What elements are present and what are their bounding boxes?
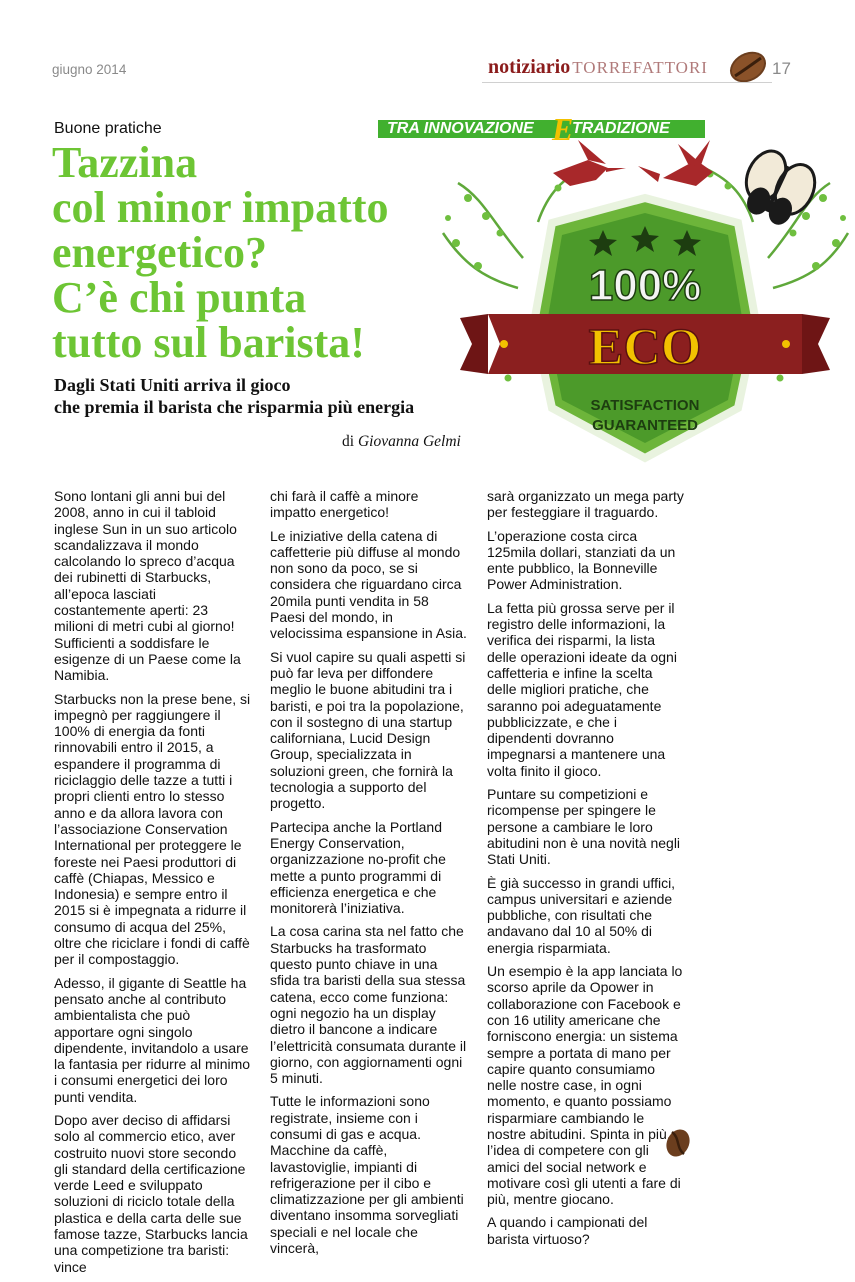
section-kicker: Buone pratiche	[54, 120, 162, 137]
badge-line2: GUARANTEED	[592, 417, 698, 434]
article-subtitle: Dagli Stati Uniti arriva il gioco che premia il barista che risparmia più energia	[54, 375, 415, 417]
paragraph: A quando i campionati del barista virtuoso?	[487, 1214, 648, 1247]
article-column-1	[54, 488, 251, 1282]
eco-badge-illustration	[438, 138, 853, 490]
ribbon-left: TRA INNOVAZIONE	[387, 120, 534, 137]
page-number: 17	[772, 59, 791, 78]
hummingbird-icon	[553, 140, 626, 186]
paragraph: sarà organizzato un mega party per festeggiare il traguardo.	[487, 488, 684, 521]
byline-prefix: di	[342, 433, 355, 450]
butterfly-icon	[733, 145, 823, 234]
byline-author: Giovanna Gelmi	[357, 433, 461, 450]
article-column-3	[487, 488, 684, 1254]
paragraph: Sono lontani gli anni bui del 2008, anno in cui il tabloid inglese Sun in un suo articolo scandalizzava il mondo calcolando lo spreco d’acqua dei rubinetti di Starbucks, all’epoca lasciati costantemente aperti: 23 milioni di metri cubi al giorno! Sufficienti a soddisfare le esigenze di un Paese come la Namibia.	[54, 488, 241, 684]
ribbon-e: E	[552, 111, 574, 147]
badge-percent: 100%	[588, 261, 702, 310]
paragraph: Dopo aver deciso di affidarsi solo al commercio etico, aver costruito nuovi store secondo gli standard della certificazione verde Leed e sviluppato soluzioni di riciclo totale della plastica e della carta delle sue famose tazze, Starbucks lancia una competizione tra baristi: vince	[54, 1111, 248, 1275]
header-rule	[482, 82, 772, 83]
paragraph: Un esempio è la app lanciata lo scorso aprile da Opower in collaborazione con Facebook e con 16 utility americane che forniscono energia: un sistema sempre a portata di mano per capire quanto consumiamo nelle nostre case, in ogni momento, e quanto possiamo risparmiare cambiando le nostre abitudini. Spinta in più, l’idea di competere con gli amici del social network e motivare così gli utenti a fare di più, mentre giocano.	[487, 963, 683, 1208]
brand-sub: TORREFATTORI	[572, 58, 708, 77]
magazine-brand	[488, 56, 708, 79]
paragraph: Le iniziative della catena di caffetterie più diffuse al mondo non sono da poco, se si considera che riguardano circa 20mila punti vendita in 58 Paesi del mondo, in velocissima espansione in Asia.	[270, 527, 467, 642]
article-title: Tazzina col minor impatto energetico? C’è chi punta tutto sul barista!	[52, 138, 389, 367]
paragraph: La fetta più grossa serve per il registro delle informazioni, la verifica dei risparmi, la lista delle operazioni ideate da ogni caffetteria e infine la scelta delle migliori pratiche, che saranno poi adeguatamente pubblicizzate, e che i dipendenti dovranno impegnarsi a mantenere una volta finito il gioco.	[487, 599, 677, 779]
badge-line1: SATISFACTION	[590, 397, 700, 414]
ribbon-right: TRADIZIONE	[572, 120, 670, 137]
paragraph: La cosa carina sta nel fatto che Starbucks ha trasformato questo punto chiave in una sfida tra baristi della sua stessa catena, ecco come funziona: ogni negozio ha un display dietro il bancone a indicare l’elettricità consumata durante il giorno, con aggiornamenti ogni 5 minuti.	[270, 923, 467, 1087]
paragraph: Si vuol capire su quali aspetti si può far leva per diffondere meglio le buone abitudini tra i baristi, e poi tra la popolazione, con il sostegno di una startup californiana, Lucid Design Group, specializzata in soluzioni green, che fornirà la tecnologia a supporto del progetto.	[270, 648, 466, 812]
paragraph: Puntare su competizioni e ricompense per spingere le persone a cambiare le loro abitudini non è una novità negli Stati Uniti.	[487, 786, 681, 868]
paragraph: Tutte le informazioni sono registrate, insieme con i consumi di gas e acqua.	[270, 1093, 430, 1142]
paragraph: L’operazione costa circa 125mila dollari, stanziati da un ente pubblico, la Bonneville Power Administration.	[487, 527, 676, 593]
brand-main: notiziario	[488, 56, 571, 78]
coffee-bean-icon	[727, 49, 769, 85]
paragraph: Macchine da caffè, lavastoviglie, impianti di refrigerazione per il cibo e climatizzazione per gli ambienti diventano insomma sorvegliati speciali e nel locale che vincerà,	[270, 1142, 464, 1257]
paragraph: Adesso, il gigante di Seattle ha pensato anche al contributo ambientalista che può apportare ogni singolo dipendente, invitandolo a usare la fantasia per ridurre al minimo i consumi energetici dei loro punti vendita.	[54, 974, 251, 1105]
issue-date: giugno 2014	[52, 62, 127, 77]
paragraph: È già successo in grandi uffici, campus universitari e aziende pubbliche, con risultati che andavano dal 10 al 50% di energia risparmiata.	[487, 874, 676, 956]
article-column-2	[270, 488, 467, 1263]
coffee-bean-icon	[665, 1128, 691, 1158]
badge-eco: ECO	[588, 319, 702, 376]
paragraph: Starbucks non la prese bene, si impegnò per raggiungere il 100% di energia da fonti rinnovabili entro il 2015, a espandere il programma di riciclaggio delle tazze a tutti i propri clienti entro lo stesso anno e da allora lavora con l’associazione Conservation International per proteggere le foreste nei Paesi produttori di caffè (Chiapas, Messico e Indonesia) e sempre entro il 2015 si è impegnata a ridurre il consumo di acqua del 25%, oltre che riciclare i fondi di caffè per il compostaggio.	[54, 690, 251, 968]
theme-ribbon	[378, 111, 705, 147]
paragraph: chi farà il caffè a minore impatto energetico!	[270, 488, 419, 521]
paragraph: Partecipa anche la Portland Energy Conservation, organizzazione no-profit che mette a punto programmi di efficienza energetica e che monitorerà l’iniziativa.	[270, 818, 446, 917]
